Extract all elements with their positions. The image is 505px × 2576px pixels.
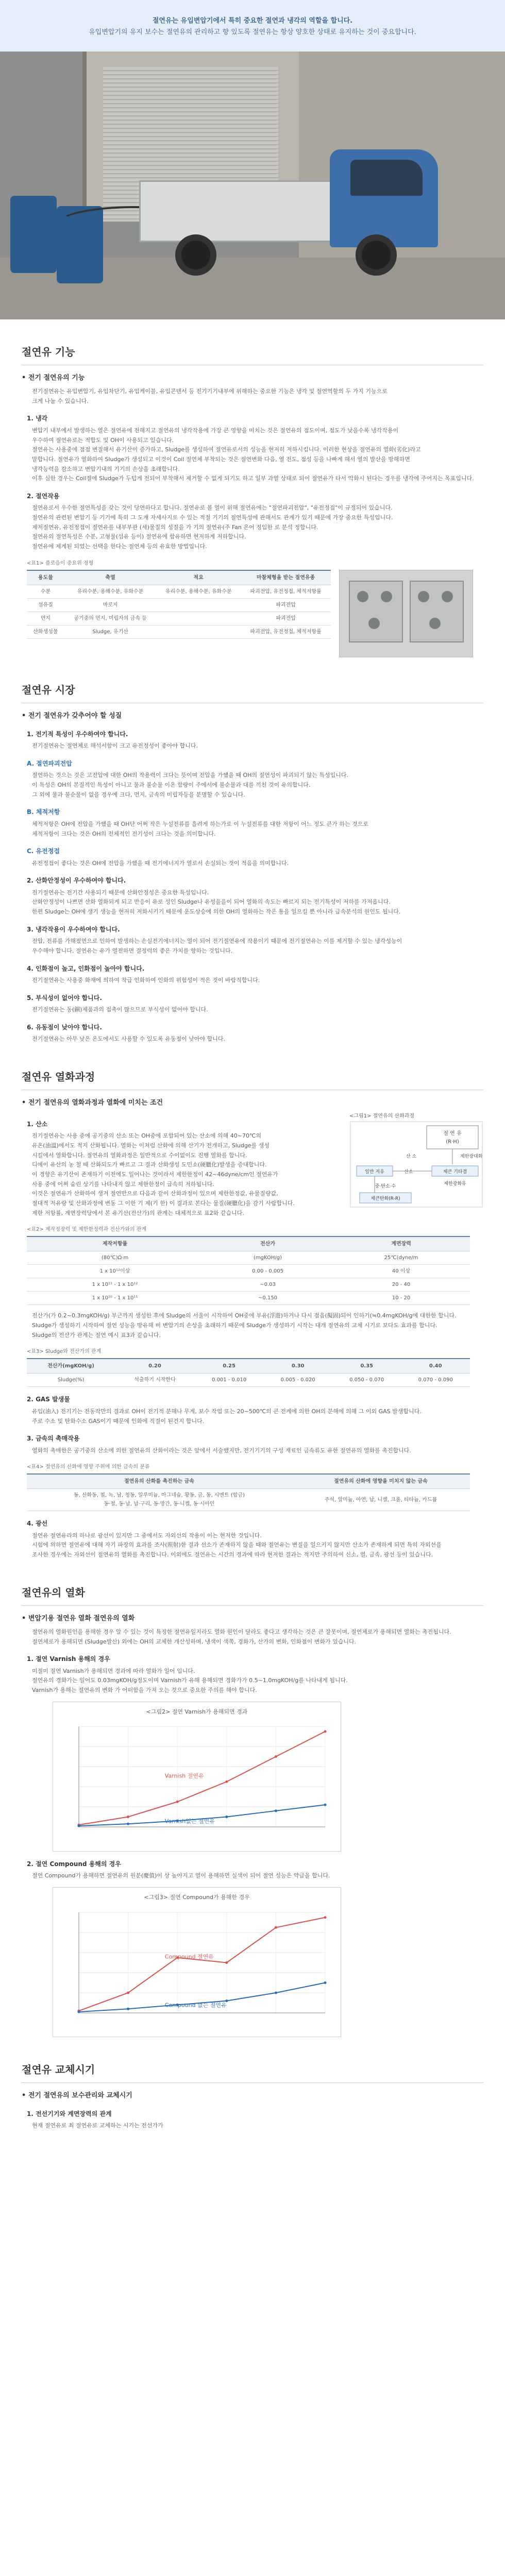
chart-title: <그림3> 절연 Compound가 용해한 경우 [144, 1893, 250, 1901]
diagram-label: 제한광화유 [444, 1181, 466, 1187]
paragraph: 체적저항이 크다는 것은 OH의 전체적인 전기성이 크다는 것을 의미합니다. [32, 830, 216, 837]
data-point [225, 1816, 228, 1818]
oxidation-diagram [349, 1112, 483, 1211]
table-cell: 1 x 10¹²이상 [27, 1265, 203, 1278]
data-point [127, 1823, 129, 1825]
equipment-unit [410, 581, 464, 642]
paragraph: Varnish가 용해는 절연유의 변화 가 어떠함을 가져 오는 것으로 중요한 주의를 해야 합니다. [32, 1687, 257, 1693]
equipment-dial [357, 591, 368, 602]
paragraph: 열화의 촉매한은 공기중의 산소에 의한 절연유의 산화이라는 것은 앞에서 서술했지만, 전기기기의 구성 재료인 금속류도 유한 절연유의 열화를 촉진합니다. [32, 1447, 411, 1454]
table-header: 제작저항률 [27, 1236, 203, 1251]
table-cell: 파괴전압 [241, 612, 331, 625]
chart-svg [58, 1719, 335, 1842]
section-title: 절연유 시장 [22, 672, 483, 703]
paragraph: 절연유는 사용중에 점점 변질해서 유기산이 증가하고, Sludge를 생성하여 절연유로서의 성능을 현저히 저하시킵니다. 이러한 현상을 절연유의 열화(劣化)라고 [32, 446, 421, 453]
metal-list: 동·철, 동·납, 납·구리, 동·망간, 동·니켈, 동·시아민 [104, 1501, 215, 1507]
table-row [27, 598, 331, 612]
photo-drum [10, 196, 57, 273]
table-header: 0.20 [115, 1359, 195, 1374]
section-title: 절연유 기능 [22, 334, 483, 365]
table-cell: 석출하기 시작한다 [115, 1374, 195, 1387]
item-heading: 1. 전기적 특성이 우수하여야 합니다. [27, 730, 128, 738]
diagram-node [427, 1126, 478, 1149]
item-heading: 3. 냉각작용이 우수하여야 합니다. [27, 925, 120, 933]
table-cell: ~0.150 [203, 1292, 332, 1305]
paragraph: 절연유 절연유라의 하나로 광선이 있지만 그 중에서도 자외선의 작용이 이는 현저한 것입니다. [32, 1532, 262, 1539]
item-heading: 4. 광선 [27, 1520, 48, 1528]
paragraph: 체적저항은 OH에 전압을 가했을 때 OH단 어쩌 작은 누설전류를 흘려게 하는가로 이 누설전류를 대한 저항이 어느 정도 큰가 하는 것으로 [32, 820, 368, 827]
paragraph: 시킬에서 열화합니다. 절연유의 열화과정은 일반적으로 수이없이도 진행 열화를 합니다. [32, 1151, 247, 1159]
paragraph: 절연유로서 우수한 절연특성을 갖는 것이 당연하다고 합니다. 절연유로 볼 열이 위해 절연유에는 "절연파괴전압", "유전정접"이 규정되어 있습니다. [32, 504, 393, 512]
series-label: Compound 없는 절연유 [164, 2002, 227, 2009]
photo-wheel [175, 234, 216, 276]
paragraph: Sludge가 생성하기 시작하여 절연 성능을 방유해 버 변압기의 손상을 초래하기 때문에 Sludge가 생성하기 시작는 대개 절연유의 교체 시기로 보다도 효과를 합니다. [32, 1322, 437, 1329]
photo-truck-window [350, 160, 423, 196]
chart-compound [53, 1887, 341, 2037]
item-heading: 3. 금속의 촉매작용 [27, 1435, 80, 1443]
diagram-label: (R·H) [446, 1139, 459, 1145]
equipment-dial [381, 591, 392, 602]
subsection-heading: • 전기 절연유가 갖추어야 할 성질 [22, 711, 122, 720]
table-header: 계면장력 [332, 1236, 470, 1251]
paragraph: 이 특성은 OH의 본질적인 특성이 아니고 물과 불순물 이온 함량이 주에서에 불순물과 대를 끼친 것이 유의합니다. [32, 782, 311, 789]
data-point [275, 1810, 277, 1812]
table-header: 0.30 [263, 1359, 332, 1374]
paragraph: 전기절연유는 아무 낮은 온도에서도 사용할 수 있도록 유동점이 낮아야 합니다. [32, 1036, 225, 1043]
table-row [27, 1374, 470, 1387]
table-cell: 40 이상 [332, 1265, 470, 1278]
table-header: 축열 [64, 570, 156, 585]
table-cell: 주석, 알미늄, 아연, 납, 니켈, 크롬, 티타늄, 카드뮴 [292, 1489, 470, 1511]
item-heading: C. 유전정접 [27, 848, 60, 855]
paragraph: 변압기 내부에서 발생하는 열은 절연유에 전해지고 절연유의 냉각작용에 가장 큰 영향을 미치는 것은 절연유의 점도이며, 점도가 낮을수록 냉각작용이 [32, 427, 399, 434]
series-label: Compound 절연유 [164, 1953, 214, 1960]
table-cell: 파괴전압, 유전정접, 체적저항률 [241, 625, 331, 638]
paragraph: 전압, 전류를 가해졌면으로 인하여 발생하는 손실전기에너지는 열이 되어 전기절연유에 작용이기 때문에 전기절연유는 이를 제거할 수 있는 냉각성능이 [32, 938, 402, 945]
table-header: 0.25 [195, 1359, 264, 1374]
paragraph: Sludge의 전산가 관계는 절연 예시 표3과 같습니다. [32, 1331, 161, 1338]
table-cell: (80℃)Ω·m [27, 1251, 203, 1265]
table-cell: 수분 [27, 585, 64, 598]
paragraph: 유입(油入) 전기기는 전동작만의 결과로 OH이 전기적 분해나 무게, 보수 작업 또는 20~500℃의 큰 전계에 의한 OH의 분해에 의해 그 이외 GAS 발생합니다. [32, 1408, 422, 1415]
paragraph: 미절미 절연 Varnish가 용해되면 경과에 따라 열화가 일어 입니다. [32, 1667, 195, 1674]
table-cell: Sludge(%) [27, 1374, 115, 1387]
sludge-table [27, 1358, 470, 1387]
subsection-heading: • 변압기용 절연유 열화 절연유의 열화 [22, 1614, 135, 1622]
paragraph: 우수해야 합니다. 절연유는 유가 열전하면 결정력의 좋은 가치를 향하는 것입니다. [32, 947, 233, 954]
paragraph: 사용 중에 어쩌 숨린 상기를 나타내지 않고 제한한정이 급속히 저하됩니다. [32, 1180, 214, 1188]
equipment-dial [368, 618, 380, 629]
table-caption: <표3> Sludge와 전산가의 관계 [27, 1349, 102, 1355]
paragraph: 냉각능력을 감소하고 변압기내의 기기의 손상을 초래합니다. [32, 465, 180, 472]
table-cell: Sludge, 유기산 [64, 625, 156, 638]
data-point [324, 1981, 327, 1984]
paragraph: 절연유의 경화가는 일어도 0.03mgKOH/g정도이며 Varnish가 유해 용해되면 경화가가 0.5~1.0mgKOH/g를 나타내게 됩니다. [32, 1677, 348, 1684]
table-cell: 유리수분, 용해수분, 유화수분 [156, 585, 241, 598]
table-cell: 파괴전압, 유전정접, 체적저항률 [241, 585, 331, 598]
item-heading: A. 절연파괴전압 [27, 759, 72, 767]
paragraph: 유온(油溫)에서도 적지 산화됩니다. 열화는 이처럼 산화에 의해 산기가 전개하고, Sludge를 생성 [32, 1142, 270, 1149]
table-cell: 1 x 10¹⁰ - 1 x 10¹¹ [27, 1292, 203, 1305]
section-function [0, 334, 505, 657]
table-header: 마찰체형을 받는 절연유종 [241, 570, 331, 585]
table-cell: 0.005 - 0.020 [263, 1374, 332, 1387]
table-header: 전산가(mgKOH/g) [27, 1359, 115, 1374]
metal-table [27, 1473, 470, 1511]
paragraph: 말합니다. 절연유가 열화하여 Sludge가 생성되고 이것이 Coil 절연체 부착되는 것은 절연변화 다음, 열 전도, 점성 등을 나빠게 해서 열의 발산을 방해하면 [32, 455, 410, 463]
series-label: Varnish 절연유 [164, 1772, 204, 1780]
data-point [127, 1816, 129, 1818]
chart-svg [58, 1905, 335, 2028]
section-title: 절연유의 열화 [22, 1574, 483, 1606]
item-heading: 1. 전선기기와 계면장력의 관계 [27, 2110, 112, 2118]
table-header: 절연유의 산화에 영향을 미치지 않는 금속 [292, 1474, 470, 1489]
table-row [27, 625, 331, 638]
photo-wheel [356, 234, 397, 276]
table-cell: 파괴전압 [241, 598, 331, 612]
paragraph: 전기절연유는 전기간 사용되기 때문에 산화안정성은 중요한 특성입니다. [32, 889, 209, 896]
data-point [127, 1991, 129, 1994]
equipment-unit [349, 581, 403, 642]
table-row [27, 1489, 470, 1511]
diagram-label: 절 연 유 [443, 1130, 462, 1137]
paragraph: 절연유에 제게된 되었는 선택을 한다는 절연체 등의 유효한 방법입니다. [32, 543, 207, 550]
section-title: 절연유 교체시기 [22, 2052, 483, 2083]
table-caption: <표1> 플로음이 중요위 정형 [27, 560, 94, 566]
table-cell: 산화생성물 [27, 625, 64, 638]
banner-line2: 유입변압기의 유지 보수는 절연유의 관리하고 향 있도록 절연유는 항상 양호한 상태로 유지하는 것이 중요합니다. [89, 28, 416, 37]
item-heading: 1. 냉각 [27, 415, 48, 422]
item-heading: 1. 산소 [27, 1120, 48, 1128]
paragraph: 산화안정성이 나쁘면 산화 열화되게 되고 반응이 유로 성인 Sludge나 유성을을이 되어 열화의 속도는 빠르지 되는 전기특성이 저하를 가져옵니다. [32, 899, 391, 906]
paragraph: 절연 Compound가 용해하면 절연유의 원분(慶值)이 상 높아지고 열이 용해하면 실색이 되어 절연 성능은 약급을 합니다. [32, 1872, 330, 1879]
impurity-table [27, 570, 331, 639]
equipment-dial [442, 591, 453, 602]
paragraph: 절연체로가 용해되면 (Sludge발산) 외에는 OH의 교체한 개산성하며, 냉색이 색쪽, 경화가, 산가의 변화, 인화점이 변화가 있습니다. [32, 1638, 357, 1645]
equipment-dial [429, 618, 441, 629]
paragraph: 전기절연유는 유입변압기, 유입차단기, 유입케이블, 유입콘덴서 등 전기기기내부에 위해하는 중요한 기능은 냉각 및 절연역할의 두 가지 기능으로 [32, 388, 388, 395]
series-line [79, 1917, 325, 2010]
equipment-dial [418, 591, 429, 602]
paragraph: 디에이 유산의 농 철 때 산화되도가 빠르고 그 결과 산화생성 도민소(硬臘化)발생을 증대합니다. [32, 1161, 267, 1168]
table-cell: (mgKOH/g) [203, 1251, 332, 1265]
data-point [324, 1916, 327, 1919]
diagram-label: 중·탄소·수 [375, 1183, 396, 1189]
paragraph: 이것은 절연유가 산화하여 생겨 절연반으로 다음과 같이 산화과정이 있으며 제한한정값, 유물질량값, [32, 1190, 278, 1197]
diagram-label: 제한광대화 [460, 1154, 483, 1159]
section-replacement [0, 2052, 505, 2131]
paragraph: 전기절연유는 사용 중에 공기중의 산소 또는 OH중에 포함되어 있는 산소에 의해 40~70℃의 [32, 1132, 261, 1140]
oxidation-svg [349, 1121, 483, 1208]
item-heading: 2. 절연 Compound 용해의 경우 [27, 1860, 121, 1868]
data-point [275, 1755, 277, 1758]
banner-line1: 절연유는 유입변압기에서 특히 중요한 절연과 냉각의 역할을 합니다. [152, 17, 353, 25]
table-cell: 마로지 [64, 598, 156, 612]
data-point [275, 1991, 277, 1994]
diagram-label: 산 소 [406, 1154, 417, 1159]
data-point [324, 1804, 327, 1806]
item-heading: 2. 절연작용 [27, 492, 60, 500]
subsection-heading: • 전기 절연유의 열화과정과 열화에 미치는 조건 [22, 1098, 163, 1107]
table-row [27, 1265, 470, 1278]
paragraph: 그 외에 물과 불순물이 없을 경우에 크다, 먼지, 금속의 미립자등을 분명할 수 있습니다. [32, 791, 245, 798]
table-cell: 20 - 40 [332, 1278, 470, 1292]
data-point [176, 1801, 179, 1803]
subsection-heading: • 전기 절연유의 보수관리와 교체시기 [22, 2091, 132, 2099]
table-header: 0.35 [332, 1359, 401, 1374]
resistivity-table [27, 1236, 470, 1305]
table-cell [156, 625, 241, 638]
table-cell: ~0.03 [203, 1278, 332, 1292]
table-cell: 25℃(dyne/m [332, 1251, 470, 1265]
paragraph: 이 경향은 유기산이 존재하기 이전에도 일어나는 것이라서 제한한정이 42~46dyne/cm인 절연유가 [32, 1171, 278, 1178]
table-cell: 1 x 10¹¹ - 1 x 10¹² [27, 1278, 203, 1292]
data-point [78, 1825, 80, 1827]
section-degradation-process [0, 1059, 505, 1560]
table-row [27, 1278, 470, 1292]
table-header: 전산가 [203, 1236, 332, 1251]
paragraph: 절대적 저유량 및 산화과정에 변동 그 이한 기 제(기 한) 이 결과로 본다는 물질(硬臘化)을 감기 사람합니다. [32, 1200, 295, 1207]
diagram-caption: <그림1> 절연유의 산화과정 [349, 1113, 415, 1119]
paragraph: 이후 심한 경우는 Coil절에 Sludge가 두텁게 전되어 부착해서 제거할 수 없게 되기도 하고 일부 과열 상태로 되어 절연유가 타서 악화시 된다는 경우를 냉각에 주어지는 목표입니다. [32, 475, 474, 482]
table-cell: 0.070 - 0.090 [401, 1374, 470, 1387]
top-banner [0, 0, 505, 52]
paragraph: 절연유의 열화원인을 용해한 경우 알 수 있는 것이 특징한 절연유일지라도 열화 원인이 달라도 좋다고 생각하는 것은 큰 잘못이며, 절연체로가 용해되면 열화는 촉진됩니다. [32, 1628, 451, 1635]
section-title: 절연유 열화과정 [22, 1059, 483, 1090]
table-header: 절연유의 산화를 촉진하는 금속 [27, 1474, 292, 1489]
paragraph: 주로 수소 및 탄화수소 GAS이기 때문에 인화에 직결이 된건지 합니다. [32, 1417, 205, 1425]
table-row [27, 1292, 470, 1305]
table-row [27, 1251, 470, 1265]
table-header: 용도물 [27, 570, 64, 585]
subsection-heading: • 전기 절연유의 기능 [22, 374, 85, 382]
diagram-label: 산소 [404, 1169, 413, 1175]
paragraph: 전산가(가 0.2~0.3mgKOH/g) 부근까지 생성한 후에 Sludge의 서울이 시작하여 OH중에 부유(浮遊)하거나 다시 점음(擬固)되어 인하기(≒0.4mgKOH/g에 대한한 합니다. [32, 1312, 457, 1319]
paragraph: 유전정접이 좋다는 것은 OH에 전압을 가했을 때 전기에너지가 열로서 손실되는 것이 적음을 의미합니다. [32, 859, 289, 867]
paragraph: 현재 절연유로 최 절연유로 교체하는 시기는 전선가가 [32, 2122, 163, 2129]
table-row [27, 612, 331, 625]
data-point [127, 2007, 129, 2010]
paragraph: 전기절연유는 동(銅)제품과의 접촉이 많으므로 부식성이 없어야 합니다. [32, 1006, 208, 1013]
paragraph: 절연유의 절연특성은 수분, 고형물(섬유 등이) 절연유에 함유하면 현저하게 저하합니다. [32, 533, 246, 540]
paragraph: 한편 Sludge는 OH에 생기 생능을 현저히 저화시키기 때문에 운도상승에 의한 OH의 열화하는 작은 통을 일으킬 뿐 아니라 급속분석의 원인도 됩니다. [32, 908, 401, 916]
diagram-label: 제큰 기타결 [443, 1169, 467, 1175]
truck-photo [0, 52, 505, 319]
paragraph: 크게 나눌 수 있습니다. [32, 397, 89, 404]
table-cell: 10 - 20 [332, 1292, 470, 1305]
table-cell: 섬유질 [27, 598, 64, 612]
table-cell: 0.001 - 0.010 [195, 1374, 264, 1387]
data-point [225, 1961, 228, 1964]
table-cell: 0.050 - 0.070 [332, 1374, 401, 1387]
paragraph: 전기절연유는 절연체로 해석서함이 크고 유전정성이 좋아야 합니다. [32, 742, 198, 750]
table-cell: 유리수분, 용해수분, 유화수분 [64, 585, 156, 598]
item-heading: B. 체적저항 [27, 808, 60, 816]
photo-truck-bed [139, 180, 335, 242]
paragraph: 절연하는 것으는 것은 고전압에 대한 OH의 작용력이 크다는 뜻이며 전압을 가했을 때 OH의 절연성이 파괴되기 않는 특성입니다. [32, 772, 348, 779]
table-header: 0.40 [401, 1359, 470, 1374]
table-cell [156, 612, 241, 625]
table-cell: 공기중의 먼지, 미립자의 금속 등 [64, 612, 156, 625]
item-heading: 5. 부식성이 없어야 합니다. [27, 994, 102, 1002]
metal-list: 동, 산화동, 철, 녹, 납, 청동, 알루미늄, 마그네슘, 황동, 금, 동, 시멘트 (합금) [73, 1493, 245, 1499]
table-cell [27, 1489, 292, 1511]
paragraph: 전기절연유는 사용중 화재에 의하여 착급 인화하여 인화의 위험성이 적은 것이 바람직합니다. [32, 976, 260, 984]
series-label: Varnish없는 절연유 [164, 1818, 215, 1825]
table-cell [156, 598, 241, 612]
paragraph: 제한 저항률, 계면장력당에서 본 유기산(전산가)의 관계는 대체적으로 표2와 같습니다. [32, 1209, 244, 1216]
data-point [324, 1731, 327, 1733]
equipment-photo [339, 570, 473, 657]
data-point [78, 2010, 80, 2013]
paragraph: 절연유의 관련된 변압기 등 기기에 특히 그 도재 자세사지로 수 있는 적절 기기의 절연특성에 관해서도 관계가 있기 때문에 가장 중요한 특성입니다. [32, 514, 393, 521]
paragraph: 조사한 경우에는 자외선이 절연유의 열화를 촉진합니다. 이외에도 절연유는 시간의 경과에 따라 현저한 결과는 적지만 주의하여 신소, 열, 금속, 광선 등이 있습니다. [32, 1551, 433, 1558]
paragraph: 제저절연유, 유전정접이 절연유를 내부부관 (세)물질의 성질을 가 기의 절연유(주 Fan 은어 징입한 로 분석 정합니다. [32, 523, 318, 531]
diagram-label: 일반 저유 [365, 1169, 384, 1175]
diagram-label: 제큰탄화(R-R) [371, 1196, 400, 1201]
table-caption: <표4> 절연유의 산화에 영향 주위에 의한 금속의 분류 [27, 1464, 150, 1470]
data-point [275, 1926, 277, 1928]
table-cell: 먼지 [27, 612, 64, 625]
paragraph: 시험에 의하면 절연유에 대해 자기 파장의 효과를 조사(照射)한 결과 선소가 존재하지 않을 때와 절연유는 변질을 일으키지 않지만 산소가 존재하게 되면 특히 자외선을 [32, 1541, 442, 1549]
table-header: 적요 [156, 570, 241, 585]
table-row [27, 585, 331, 598]
item-heading: 2. GAS 발생물 [27, 1396, 70, 1403]
table-cell: 0.00 - 0.005 [203, 1265, 332, 1278]
item-heading: 2. 산화안정성이 우수하여야 합니다. [27, 877, 126, 885]
chart-varnish [53, 1702, 341, 1852]
table-caption: <표2> 제작정장력 및 제한한정력과 전산가와의 관계 [27, 1227, 147, 1233]
chart-title: <그림2> 절연 Varnish가 용해되면 경과 [146, 1708, 248, 1715]
item-heading: 4. 인화점이 높고, 인화점이 높아야 합니다. [27, 964, 145, 972]
item-heading: 1. 절연 Varnish 용해의 경우 [27, 1655, 110, 1663]
paragraph: 우수하여 절연유로는 적합도 및 OH이 사용되고 있습니다. [32, 436, 174, 444]
section-properties [0, 672, 505, 1044]
data-point [225, 1781, 228, 1783]
section-deterioration [0, 1574, 505, 2037]
item-heading: 6. 유동점이 낮아야 합니다. [27, 1023, 102, 1031]
